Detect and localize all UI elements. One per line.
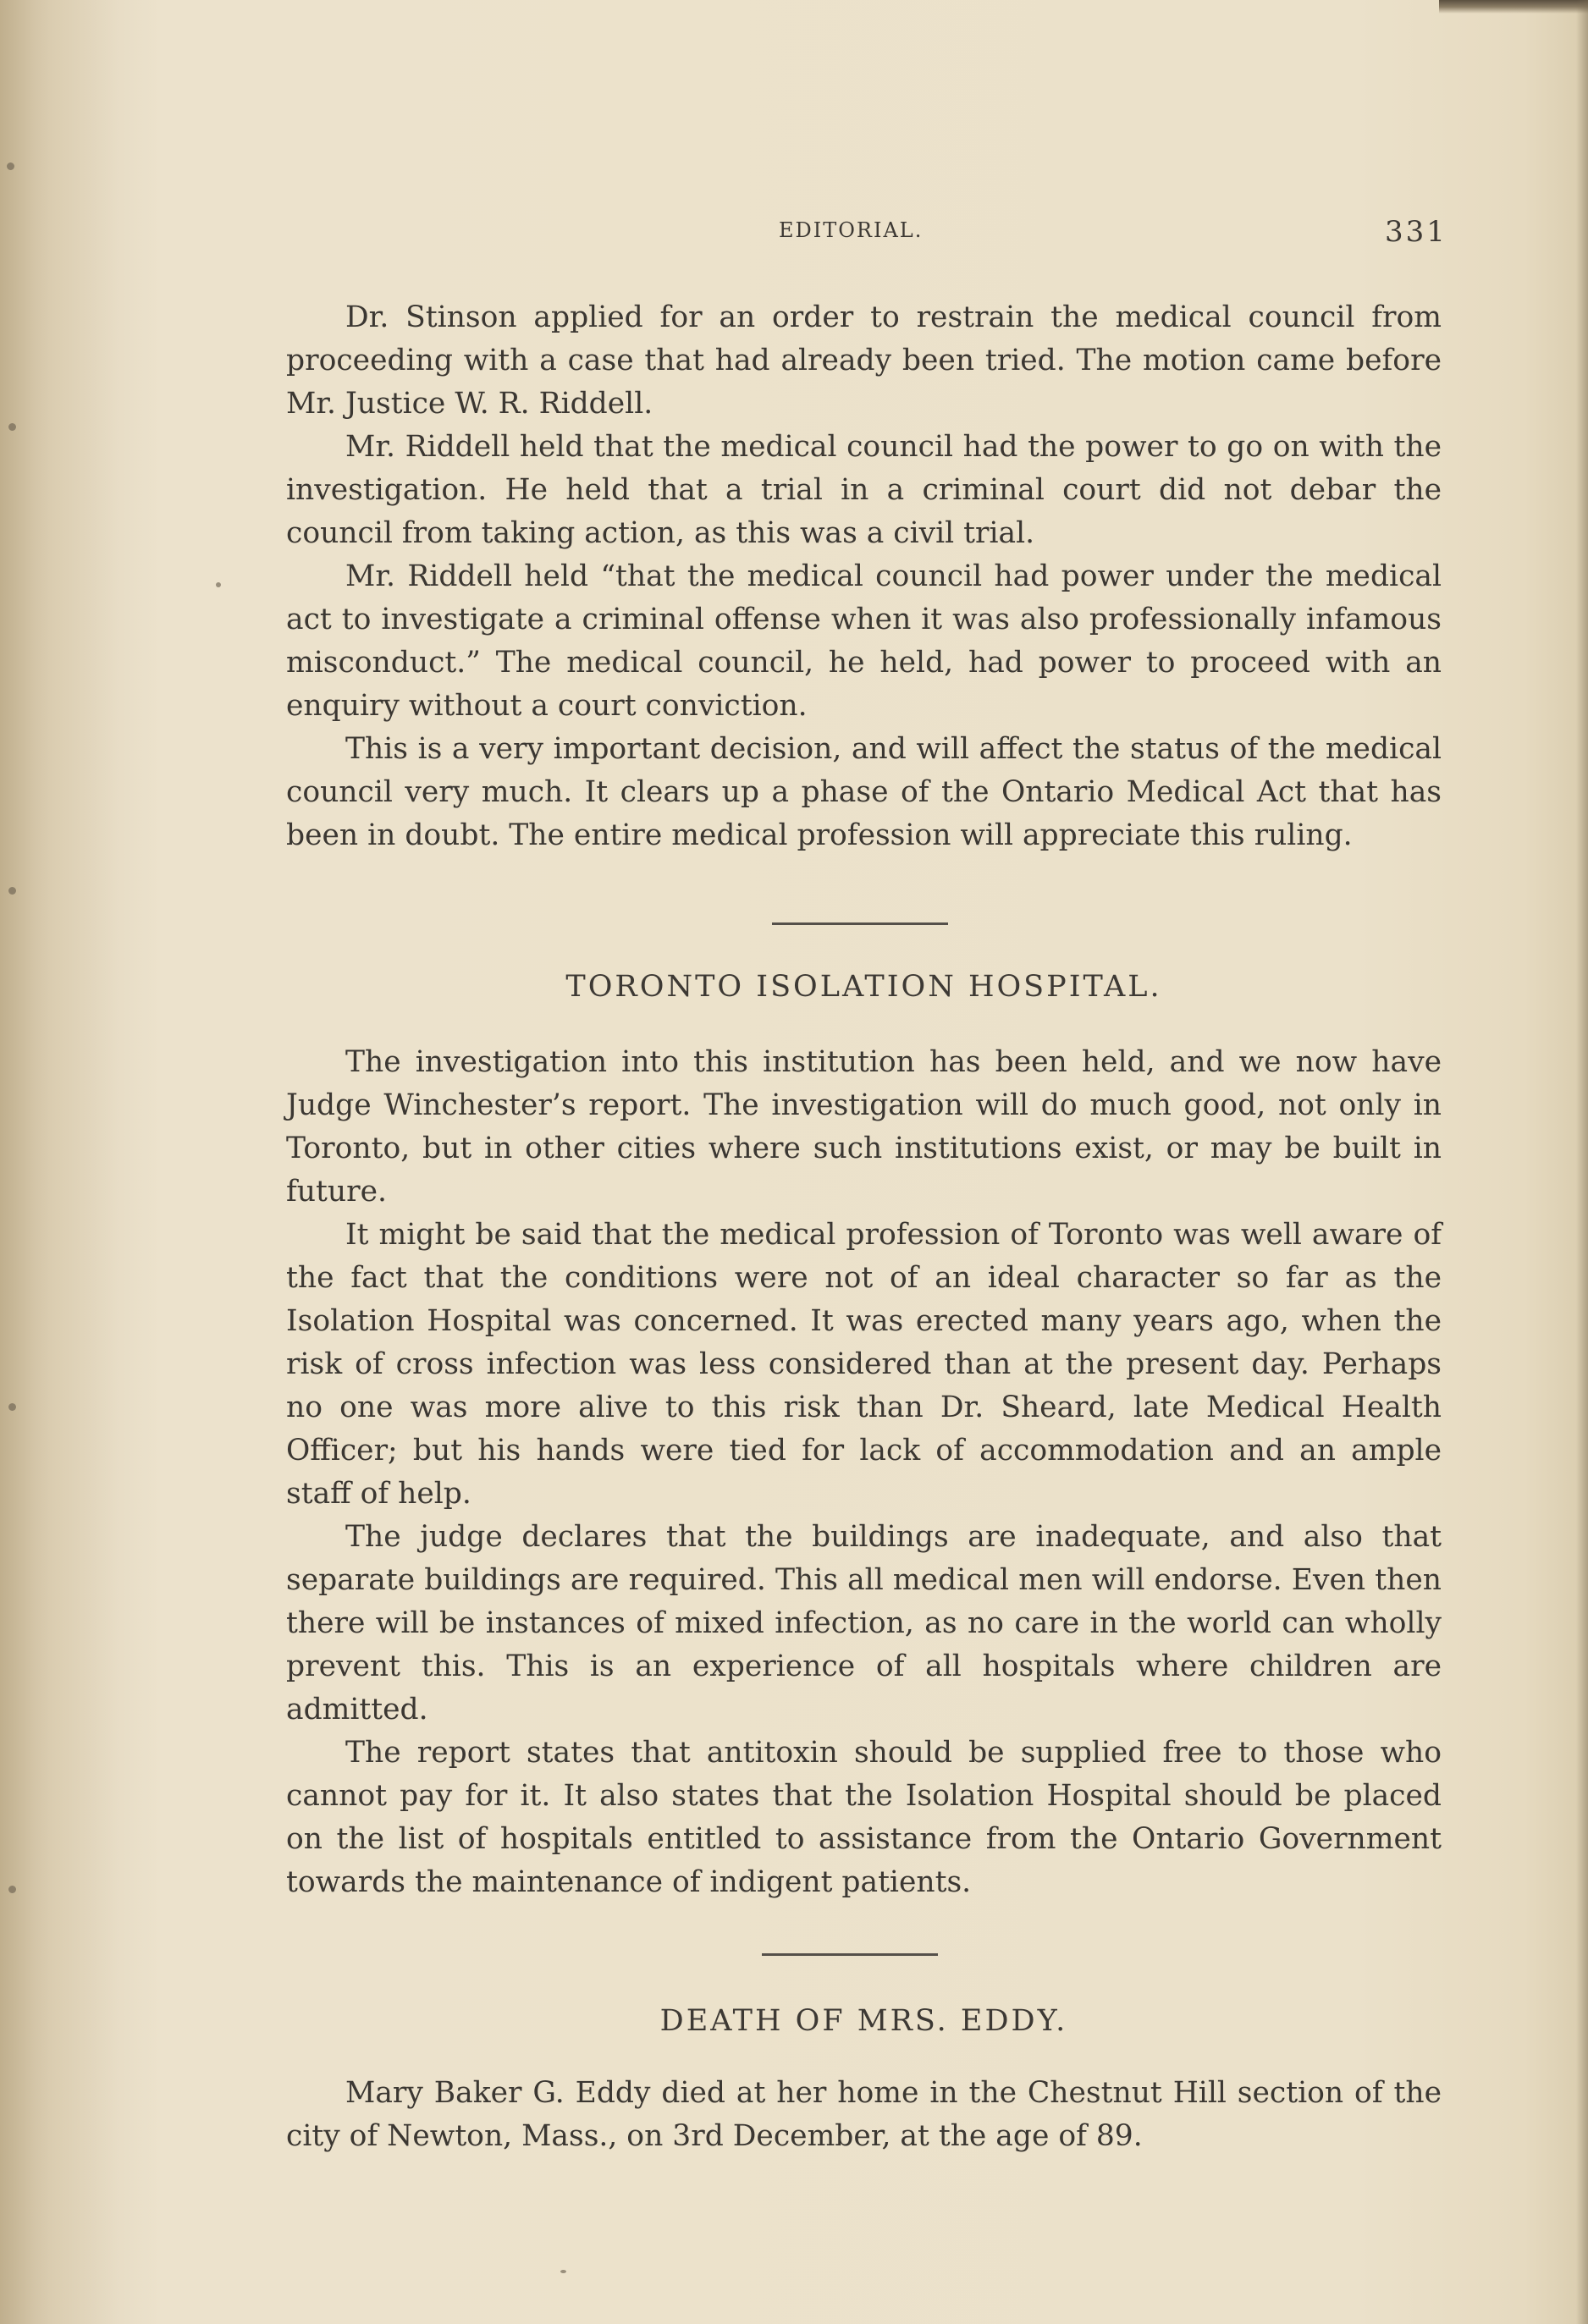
isolation-hospital-article (286, 1041, 1442, 1904)
paper-speck (8, 1403, 16, 1411)
paragraph: Dr. Stinson applied for an order to restrain the medical council from proceeding with a case that had already been tried. The motion came before Mr. Justice W. R. Riddell. (286, 300, 1442, 421)
paper-speck (8, 1886, 16, 1893)
page-number: 331 (1385, 215, 1447, 249)
running-head (0, 215, 1588, 252)
paper-speck (8, 423, 16, 431)
paragraph: Mary Baker G. Eddy died at her home in the Chestnut Hill section of the city of Newton, Mass., on 3rd December, at the age of 89. (286, 2076, 1442, 2153)
paragraph: The judge declares that the buildings are inadequate, and also that separate buildings are required. This all medical men will endorse. Even then there will be instances of mixed infection, as no care in the world can wholly prevent this. This is an experience of all hospitals where children are admitted. (286, 1520, 1442, 1726)
paragraph: It might be said that the medical profession of Toronto was well aware of the fact that the conditions were not of an ideal character so far as the Isolation Hospital was concerned. It was erected many years ago, when the risk of cross infection was less considered than at the present day. Perhaps no one was more alive to this risk than Dr. Sheard, late Medical Health Officer; but his hands were tied for lack of accommodation and an ample staff of help. (286, 1218, 1442, 1511)
page-edge-shadow (1576, 0, 1588, 2324)
paper-speck (8, 887, 16, 895)
paragraph: This is a very important decision, and will affect the status of the medical council very much. It clears up a phase of the Ontario Medical Act that has been in doubt. The entire medical profession will appreciate this ruling. (286, 732, 1442, 852)
section-divider (762, 1953, 938, 1956)
page-corner-shadow (1439, 0, 1588, 14)
paragraph: The investigation into this institution has been held, and we now have Judge Winchester’s report. The investigation will do much good, not only in Toronto, but in other cities where such institutions exist, or may be built in future. (286, 1045, 1442, 1209)
paragraph: The report states that antitoxin should be supplied free to those who cannot pay for it. It also states that the Isolation Hospital should be placed on the list of hospitals entitled to assistance from the Ontario Government towards the maintenance of indigent patients. (286, 1736, 1442, 1899)
binding-shadow (0, 0, 161, 2324)
paragraph: Mr. Riddell held “that the medical council had power under the medical act to investigate a criminal offense when it was also professionally infamous misconduct.” The medical council, he held, had power to proceed with an enquiry without a court conviction. (286, 559, 1442, 723)
paper-speck (7, 162, 14, 170)
continued-article (286, 296, 1442, 857)
death-of-mrs-eddy-article (286, 2072, 1442, 2158)
paper-speck (560, 2270, 566, 2273)
section-heading-isolation-hospital: TORONTO ISOLATION HOSPITAL. (565, 970, 1162, 1004)
section-heading-death-of-mrs-eddy: DEATH OF MRS. EDDY. (659, 2004, 1068, 2038)
section-divider (772, 922, 948, 925)
paragraph: Mr. Riddell held that the medical council had the power to go on with the investigation. He held that a trial in a criminal court did not debar the council from taking action, as this was a civil trial. (286, 430, 1442, 550)
paper-speck (216, 582, 221, 587)
running-title: EDITORIAL. (779, 218, 924, 242)
